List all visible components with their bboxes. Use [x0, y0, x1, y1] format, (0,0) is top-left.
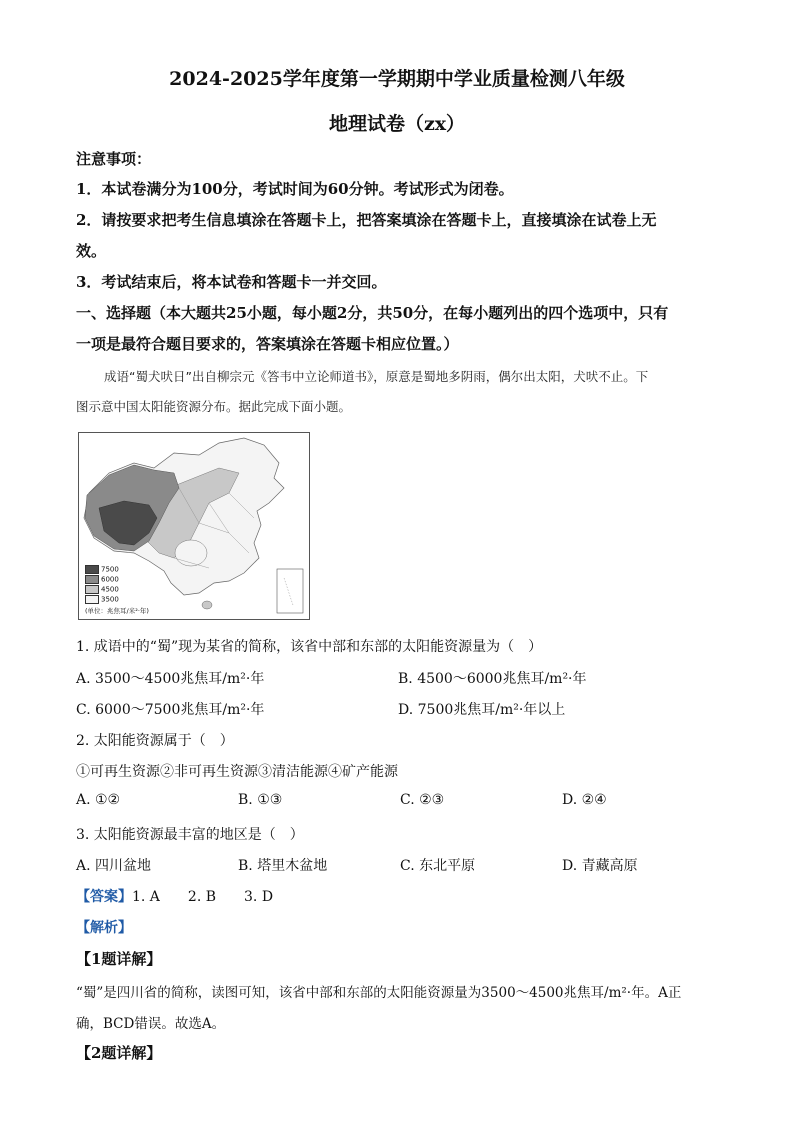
legend-7500: [85, 565, 119, 574]
note-item-3: 3．考试结束后，将本试卷和答题卡一并交回。: [76, 273, 387, 291]
question-2: 2. 太阳能资源属于（ ）: [76, 733, 234, 749]
exam-subtitle: 地理试卷（zx）: [328, 113, 466, 135]
q3-option-c: C. 东北平原: [400, 858, 476, 874]
q1-option-a: A. 3500～4500兆焦耳/m²·年: [76, 671, 265, 687]
q1-option-c: C. 6000～7500兆焦耳/m²·年: [76, 702, 265, 718]
legend-swatch-4500: [85, 585, 99, 594]
answer-line: [76, 886, 273, 906]
legend-label-4500: 4500: [101, 585, 119, 594]
intro-line-2: 图示意中国太阳能资源分布。据此完成下面小题。: [76, 399, 352, 414]
legend-swatch-6000: [85, 575, 99, 584]
note-item-1: 1．本试卷满分为100分，考试时间为60分钟。考试形式为闭卷。: [76, 180, 514, 198]
q3-option-b: B. 塔里木盆地: [238, 858, 328, 874]
section-heading: 一、选择题（本大题共25小题，每小题2分，共50分，在每小题列出的四个选项中，只有: [76, 304, 669, 322]
note-item-2-cont: 效。: [76, 242, 107, 260]
analysis-tag: 【解析】: [76, 920, 132, 936]
legend-swatch-7500: [85, 565, 99, 574]
q1-option-b: B. 4500～6000兆焦耳/m²·年: [398, 671, 587, 687]
legend-swatch-3500: [85, 595, 99, 604]
q2-option-b: B. ①③: [238, 792, 283, 808]
legend-label-3500: 3500: [101, 595, 119, 604]
legend-6000: [85, 575, 119, 584]
answer-values: 1. A 2. B 3. D: [132, 889, 274, 905]
china-solar-map: [78, 432, 310, 620]
notes-heading: 注意事项：: [76, 150, 152, 168]
q3-option-a: A. 四川盆地: [76, 858, 152, 874]
legend-unit: (单位：兆焦耳/米²·年): [85, 607, 149, 615]
legend-4500: [85, 585, 119, 594]
answer-tag: 【答案】: [76, 889, 132, 905]
legend-label-6000: 6000: [101, 575, 119, 584]
q2-option-d: D. ②④: [562, 792, 607, 808]
q1-option-d: D. 7500兆焦耳/m²·年以上: [398, 702, 566, 718]
explanation-1-line-2: 确，BCD错误。故选A。: [76, 1016, 226, 1032]
q2-statements: ①可再生资源②非可再生资源③清洁能源④矿产能源: [76, 764, 398, 780]
q2-option-a: A. ①②: [76, 792, 121, 808]
legend-label-7500: 7500: [101, 565, 119, 574]
q3-option-d: D. 青藏高原: [562, 858, 638, 874]
detail-1-heading: 【1题详解】: [76, 950, 162, 968]
intro-line-1: 成语“蜀犬吠日”出自柳宗元《答韦中立论师道书》，原意是蜀地多阴雨，偶尔出太阳，犬吠不止。下: [104, 369, 649, 384]
note-item-2: 2．请按要求把考生信息填涂在答题卡上，把答案填涂在答题卡上，直接填涂在试卷上无: [76, 211, 657, 229]
detail-2-heading: 【2题详解】: [76, 1044, 162, 1062]
question-3: 3. 太阳能资源最丰富的地区是（ ）: [76, 827, 304, 843]
explanation-1-line-1: “蜀”是四川省的简称，读图可知，该省中部和东部的太阳能资源量为3500～4500兆焦耳/m²·年。A正: [76, 985, 682, 1001]
q2-option-c: C. ②③: [400, 792, 445, 808]
legend-3500: [85, 595, 119, 604]
section-heading-cont: 一项是最符合题目要求的，答案填涂在答题卡相应位置。）: [76, 335, 459, 353]
exam-title: 2024-2025学年度第一学期期中学业质量检测八年级: [169, 68, 625, 90]
question-1: 1. 成语中的“蜀”现为某省的简称，该省中部和东部的太阳能资源量为（ ）: [76, 639, 543, 655]
